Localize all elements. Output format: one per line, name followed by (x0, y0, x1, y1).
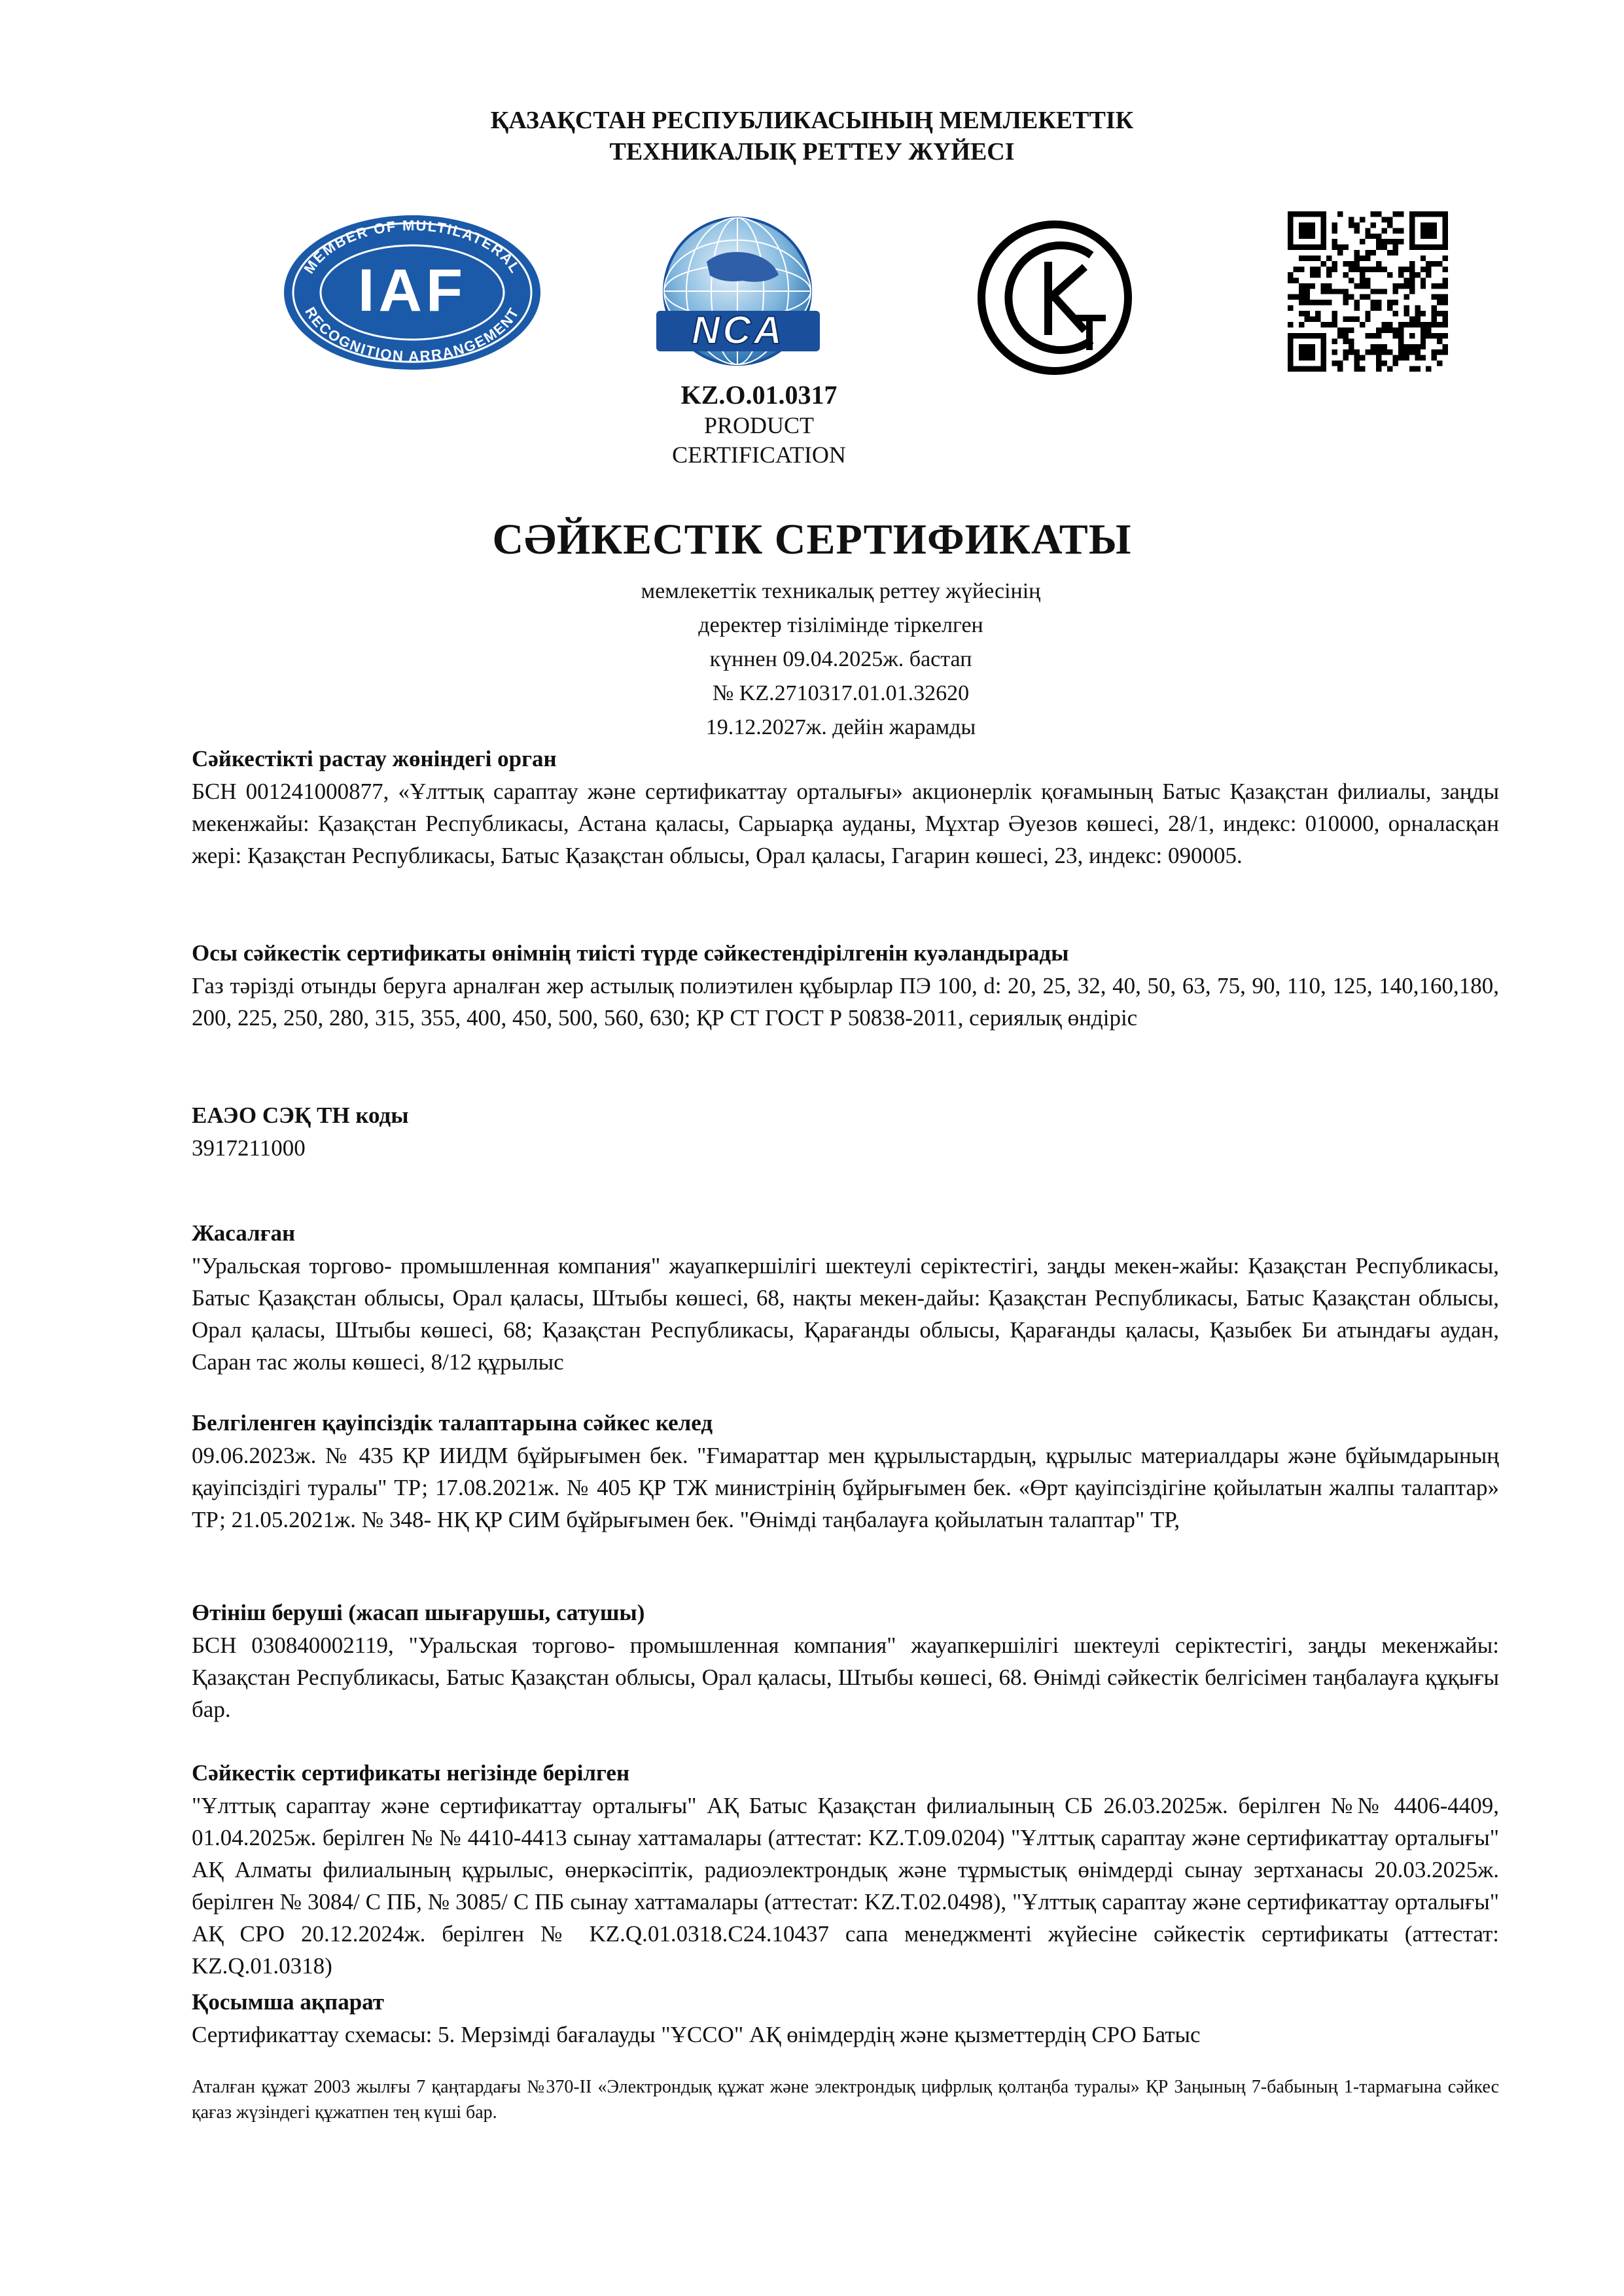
section-requirements (192, 1407, 1499, 1536)
registration-valid-until: 19.12.2027ж. дейін жарамды (705, 715, 976, 739)
accreditation-line-1: PRODUCT (703, 412, 815, 438)
registration-line-1: мемлекеттік техникалық реттеу жүйесінің (641, 579, 1041, 603)
section-heading: Осы сәйкестік сертификаты өнімнің тиісті түрде сәйкестендірілгенін куәландырады (192, 940, 1069, 966)
section-heading: Өтініш беруші (жасап шығарушы, сатушы) (192, 1600, 645, 1625)
iaf-logo (281, 213, 543, 373)
section-heading: Қосымша ақпарат (192, 1989, 384, 2015)
section-text: 3917211000 (192, 1135, 306, 1161)
registration-block (0, 574, 1624, 745)
registration-line-3: күннен 09.04.2025ж. бастап (709, 647, 972, 671)
nca-text: NCA (692, 308, 785, 352)
section-heading: ЕАЭО СЭҚ ТН коды (192, 1103, 409, 1128)
section-text: 09.06.2023ж. № 435 ҚР ИИДМ бұйрығымен бек. "Ғимараттар мен құрылыстардың, құрылыс материалдары және бұйымдарының қауіпсіздігі туралы" ТР; 17.08.2021ж. № 405 ҚР ТЖ министрінің бұйрығымен бек. «Өрт қауіпсіздігіне қойылатын жалпы талаптар» ТР; 21.05.2021ж. № 348- НҚ ҚР СИМ бұйрығымен бек. "Өнімді таңбалауға қойылатын талаптар" ТР, (192, 1443, 1499, 1532)
section-product (192, 937, 1499, 1034)
iaf-ring-bottom: RECOGNITION ARRANGEMENT (302, 304, 523, 365)
section-additional-info (192, 1986, 1499, 2051)
accreditation-code: KZ.O.01.0317 (680, 380, 838, 410)
section-text: "Уральская торгово- промышленная компания" жауапкершілігі шектеулі серіктестігі, заңды мекен-жайы: Қазақстан Республикасы, Батыс Қазақстан облысы, Орал қаласы, Штыбы көшесі, 68, нақты мекен-дайы: Қазақстан Республикасы, Батыс Қазақстан облысы, Орал қаласы, Штыбы көшесі, 68; Қазақстан Республикасы, Қарағанды облысы, Қарағанды қаласы, Қазыбек Би атындағы аудан, Саран тас жолы көшесі, 8/12 құрылыс (192, 1253, 1499, 1375)
section-certification-body (192, 743, 1499, 872)
header-line-1: ҚАЗАҚСТАН РЕСПУБЛИКАСЫНЫҢ МЕМЛЕКЕТТІК (490, 107, 1134, 134)
registration-number: № KZ.2710317.01.01.32620 (712, 681, 970, 705)
section-text: БСН 030840002119, "Уральская торгово- промышленная компания" жауапкершілігі шектеулі серіктестігі, заңды мекенжайы: Қазақстан Республикасы, Батыс Қазақстан облысы, Орал қаласы, Штыбы көшесі, 68. Өнімді сәйкестік белгісімен таңбалауға құқығы бар. (192, 1633, 1499, 1722)
qr-code (1288, 211, 1448, 372)
section-tn-code (192, 1099, 1499, 1164)
accreditation-block (609, 380, 909, 470)
section-heading: Сәйкестікті растау жөніндегі орган (192, 746, 557, 771)
section-heading: Жасалған (192, 1220, 296, 1246)
section-basis (192, 1757, 1499, 1982)
document-header (0, 105, 1624, 168)
nca-logo (644, 213, 831, 383)
accreditation-line-2: CERTIFICATION (672, 442, 846, 468)
section-text: Газ тәрізді отынды беруга арналған жер астылық полиэтилен құбырлар ПЭ 100, d: 20, 25, 32, 40, 50, 63, 75, 90, 110, 125, 140,160,180, 200, 225, 250, 280, 315, 355, 400, 450, 500, 560, 630; ҚР СТ ГОСТ Р 50838-2011, сериялық өндіріс (192, 973, 1499, 1031)
header-line-2: ТЕХНИКАЛЫҚ РЕТТЕУ ЖҮЙЕСІ (609, 138, 1015, 166)
section-manufacturer (192, 1217, 1499, 1378)
certificate-title: СӘЙКЕСТІК СЕРТИФИКАТЫ (492, 516, 1132, 563)
iaf-ring-top: MEMBER OF MULTILATERAL (300, 217, 524, 277)
iaf-center-text: IAF (357, 257, 467, 324)
registration-line-2: деректер тізілімінде тіркелген (698, 613, 983, 637)
section-text: БСН 001241000877, «Ұлттық сараптау және сертификаттау орталығы» акционерлік қоғамының Батыс Қазақстан филиалы, заңды мекенжайы: Қазақстан Республикасы, Астана қаласы, Сарыарқа ауданы, Мұхтар Әуезов көшесі, 28/1, индекс: 010000, орналасқан жері: Қазақстан Республикасы, Батыс Қазақстан облысы, Орал қаласы, Гагарин көшесі, 23, индекс: 090005. (192, 779, 1499, 868)
section-heading: Белгіленген қауіпсіздік талаптарына сәйкес келед (192, 1410, 713, 1436)
section-heading: Сәйкестік сертификаты негізінде берілген (192, 1760, 630, 1786)
section-text: "Ұлттық сараптау және сертификаттау орталығы" АҚ Батыс Қазақстан филиалының СБ 26.03.2025ж. берілген №№ 4406-4409, 01.04.2025ж. берілген № № 4410-4413 сынау хаттамалары (аттестат: KZ.T.09.0204) "Ұлттық сараптау және сертификаттау орталығы" АҚ Алматы филиалының құрылыс, өнеркәсіптік, радиоэлектрондық және тұрмыстық өнімдерді сынау зертханасы 20.03.2025ж. берілген № 3084/ С ПБ, № 3085/ С ПБ сынау хаттамалары (аттестат: KZ.T.02.0498), "Ұлттық сараптау және сертификаттау орталығы" АҚ СРО 20.12.2024ж. берілген № KZ.Q.01.0318.C24.10437 сапа менеджменті жүйесіне сәйкестік сертификаты (аттестат: KZ.Q.01.0318) (192, 1793, 1499, 1979)
kz-conformity-mark (975, 216, 1135, 380)
section-text: Сертификаттау схемасы: 5. Мерзімді бағалауды "ҰССО" АҚ өнімдердің және қызметтердің СРО Батыс (192, 2022, 1201, 2047)
section-applicant (192, 1597, 1499, 1725)
legal-footnote: Аталған құжат 2003 жылғы 7 қаңтардағы №370-II «Электрондық құжат және электрондық цифрлық қолтаңба туралы» ҚР Заңының 7-бабының 1-тармағына сәйкес қағаз жүзіндегі құжатпен тең күші бар. (192, 2077, 1499, 2123)
